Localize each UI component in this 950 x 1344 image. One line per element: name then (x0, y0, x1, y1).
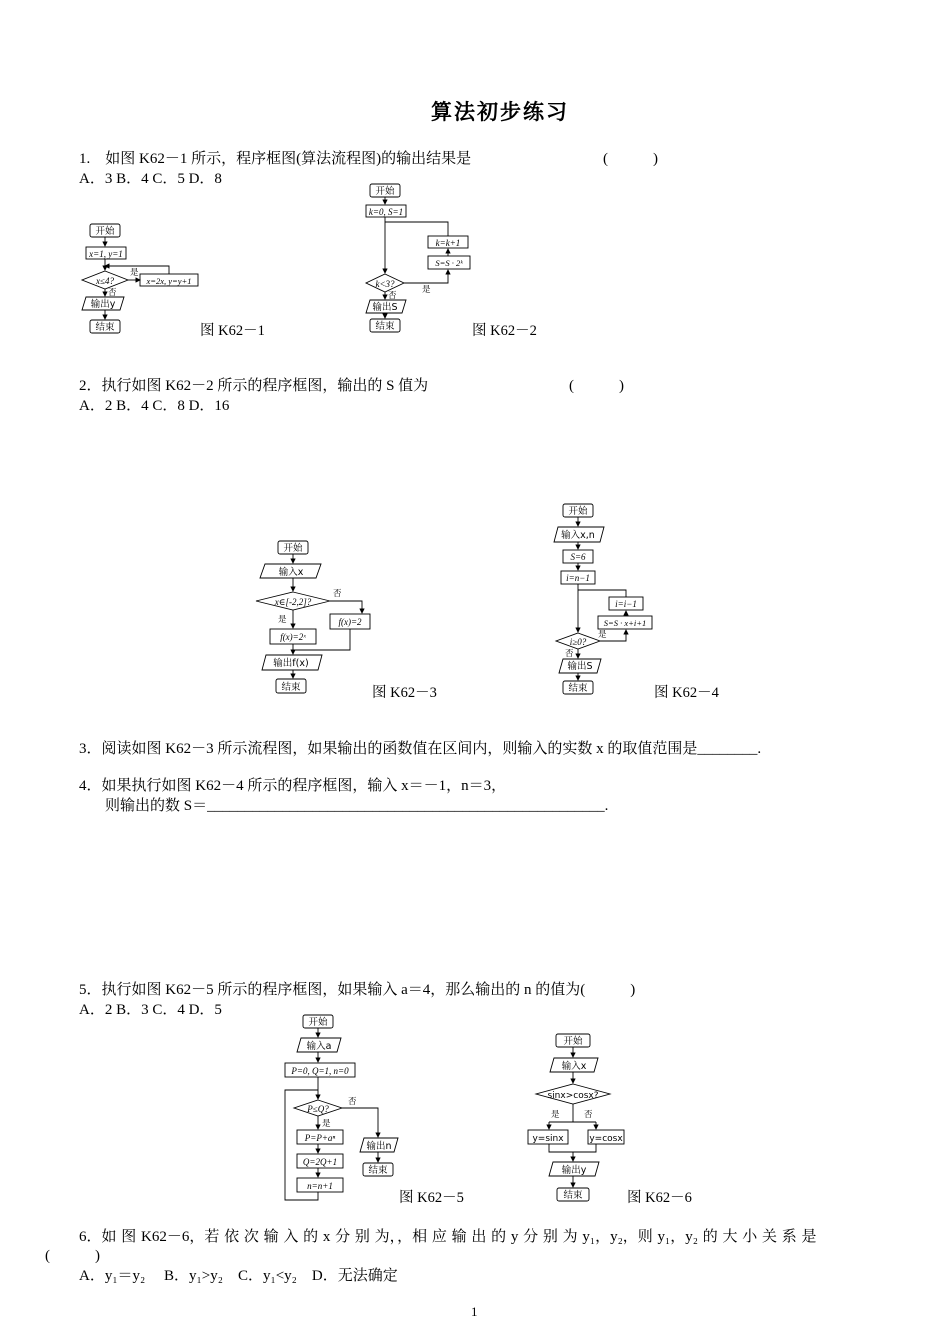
k62-6-no: 否 (584, 1110, 593, 1120)
k62-5-cond: P≤Q? (307, 1104, 329, 1114)
k62-3-input: 输入x (278, 567, 304, 578)
question-2-stem: 2．执行如图 K62－2 所示的程序框图，输出的 S 值为 (79, 378, 429, 394)
question-4-stem-continued: 则输出的数 S＝_____________________________________________________. (105, 798, 609, 814)
k62-5-q-update: Q=2Q+1 (302, 1157, 338, 1167)
k62-2-end: 结束 (375, 321, 395, 332)
k62-2-no: 否 (388, 291, 397, 301)
k62-4-no: 否 (565, 649, 574, 659)
question-5-stem: 5．执行如图 K62－5 所示的程序框图，如果输入 a＝4，那么输出的 n 的值为( ) (79, 982, 636, 998)
question-2-answer-bracket: ( ) (569, 378, 624, 394)
k62-6-output: 输出y (561, 1165, 587, 1176)
k62-4-i-init: i=n−1 (566, 573, 590, 583)
k62-2-start: 开始 (375, 186, 395, 197)
k62-2-inc: k=k+1 (435, 238, 461, 248)
k62-2-yes: 是 (422, 285, 431, 295)
k62-5-output: 输出n (366, 1141, 392, 1152)
k62-2-output: 输出S (372, 302, 398, 313)
k62-3-cond: x∈[-2,2]? (274, 597, 312, 607)
k62-3-output: 输出f(x) (273, 658, 309, 669)
k62-5-yes: 是 (322, 1119, 331, 1129)
k62-4-output: 输出S (567, 661, 593, 672)
k62-6-end: 结束 (563, 1190, 583, 1201)
question-1-answer-bracket: ( ) (603, 151, 658, 167)
k62-6-cond: sinx>cosx? (547, 1091, 599, 1101)
k62-1-update: x=2x, y=y+1 (146, 276, 192, 286)
question-6-answer-bracket: ( ) (45, 1248, 100, 1264)
question-6-options: A．y₁＝y₂ B．y₁>y₂ C．y₁<y₂ D．无法确定 (79, 1268, 398, 1284)
k62-1-yes: 是 (130, 268, 139, 278)
k62-6-right: y=cosx (589, 1134, 623, 1144)
k62-4-update: S=S · x+i+1 (603, 618, 647, 628)
figure-k62-4-caption: 图 K62－4 (654, 685, 719, 701)
figure-k62-1-caption: 图 K62－1 (200, 323, 265, 339)
k62-4-end: 结束 (568, 683, 588, 694)
question-6-stem: 6．如 图 K62－6，若 依 次 输 入 的 x 分 别 为，，相 应 输 出 的 y 分 别 为 y₁，y₂，则 y₁，y₂ 的 大 小 关 系 是 (79, 1229, 817, 1245)
k62-2-cond: k<3? (375, 279, 395, 289)
k62-3-end: 结束 (281, 682, 301, 693)
figure-k62-6-caption: 图 K62－6 (627, 1190, 692, 1206)
k62-4-yes: 是 (598, 630, 607, 640)
page-title: 算法初步练习 (431, 100, 569, 124)
k62-6-input: 输入x (561, 1061, 587, 1072)
figure-k62-2-caption: 图 K62－2 (472, 323, 537, 339)
question-1-options: A．3 B．4 C．5 D．8 (79, 171, 222, 187)
question-5-options: A．2 B．3 C．4 D．5 (79, 1002, 222, 1018)
k62-6-left: y=sinx (532, 1134, 564, 1144)
k62-6-start: 开始 (563, 1036, 583, 1047)
k62-4-dec: i=i−1 (615, 599, 637, 609)
k62-1-start: 开始 (95, 226, 115, 237)
k62-5-input: 输入a (306, 1041, 332, 1052)
k62-5-p-update: P=P+aⁿ (304, 1133, 336, 1143)
k62-5-start: 开始 (308, 1017, 328, 1028)
k62-1-init: x=1, y=1 (89, 249, 123, 259)
figure-k62-3-caption: 图 K62－3 (372, 685, 437, 701)
question-1-stem: 1. 如图 K62－1 所示，程序框图(算法流程图)的输出结果是 (79, 151, 472, 167)
k62-4-s-init: S=6 (570, 552, 586, 562)
k62-3-start: 开始 (283, 543, 303, 554)
k62-1-no: 否 (108, 288, 117, 298)
k62-5-init: P=0, Q=1, n=0 (291, 1066, 349, 1076)
k62-4-cond: i≥0? (569, 637, 587, 647)
figure-k62-5-caption: 图 K62－5 (399, 1190, 464, 1206)
k62-3-yes: 是 (278, 615, 287, 625)
k62-2-update: S=S · 2ᵏ (435, 258, 463, 268)
k62-1-output: 输出y (90, 299, 116, 310)
k62-1-cond: x≤4? (96, 276, 114, 286)
k62-1-end: 结束 (95, 322, 115, 333)
k62-3-no: 否 (333, 589, 342, 599)
k62-4-input: 输入x,n (561, 530, 595, 541)
k62-3-f-no: f(x)=2 (338, 617, 362, 627)
question-2-options: A．2 B．4 C．8 D．16 (79, 398, 230, 414)
k62-5-n-update: n=n+1 (307, 1181, 333, 1191)
question-3-stem: 3．阅读如图 K62－3 所示流程图，如果输出的函数值在区间内，则输入的实数 x 的取值范围是________. (79, 741, 762, 757)
k62-3-f-yes: f(x)=2ˣ (280, 632, 306, 642)
question-4-stem: 4．如果执行如图 K62－4 所示的程序框图，输入 x＝－1，n＝3， (79, 778, 507, 794)
k62-5-no: 否 (348, 1097, 357, 1107)
k62-4-start: 开始 (568, 506, 588, 517)
k62-5-end: 结束 (368, 1165, 388, 1176)
page-number: 1 (471, 1304, 478, 1319)
k62-6-yes: 是 (551, 1110, 560, 1120)
k62-2-init: k=0, S=1 (368, 207, 404, 217)
